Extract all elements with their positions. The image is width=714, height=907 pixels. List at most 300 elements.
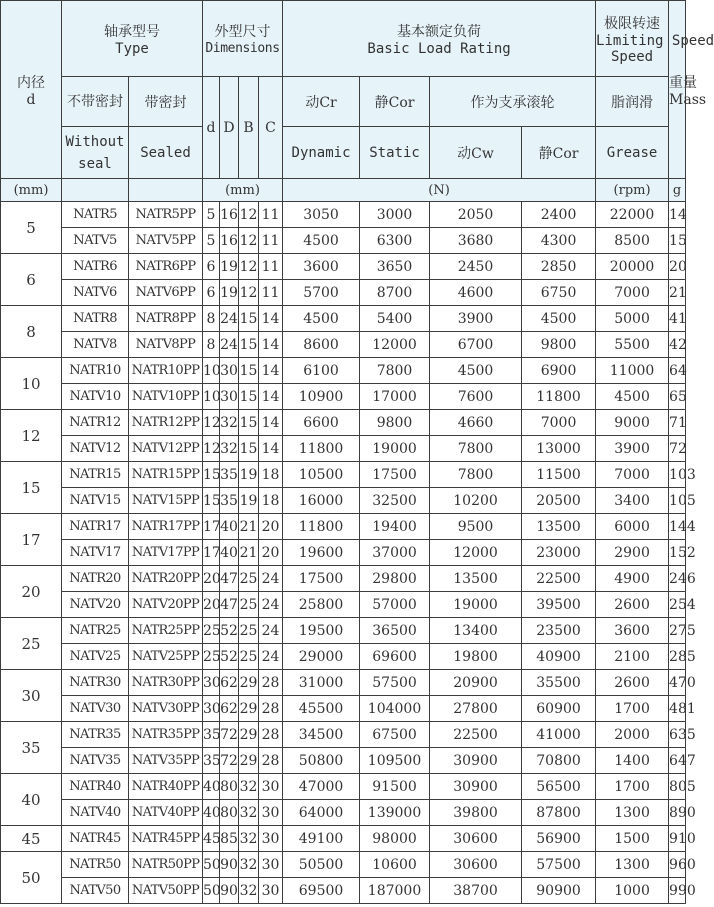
dim-d-cell: 45 (203, 826, 220, 852)
dim-B-cell: 15 (239, 306, 259, 332)
bearing-type-label-en: Type (115, 40, 149, 57)
support-cw-cell: 30900 (430, 748, 522, 774)
inner-diameter-cell: 35 (1, 722, 62, 774)
dim-D-cell: 62 (220, 696, 239, 722)
table-row (1, 826, 686, 852)
dim-C-cell: 11 (259, 228, 283, 254)
dim-d-cell: 6 (203, 280, 220, 306)
static-cor-cell: 7800 (360, 358, 430, 384)
mass-cell: 42 (669, 332, 686, 358)
dim-C-cell: 11 (259, 202, 283, 228)
mass-cell: 21 (669, 280, 686, 306)
dynamic-cr-cell: 8600 (283, 332, 360, 358)
mass-cell: 890 (669, 800, 686, 826)
inner-diameter-cell: 12 (1, 410, 62, 462)
sealed-header: 带密封 (129, 77, 203, 127)
unit-mass: g (669, 179, 686, 202)
dynamic-cr-cell: 49100 (283, 826, 360, 852)
dim-D-cell: 80 (220, 800, 239, 826)
support-cor-cell: 11800 (522, 384, 596, 410)
type-sealed-cell: NATR5PP (129, 202, 203, 228)
type-without-seal-cell: NATV12 (62, 436, 129, 462)
dim-d-cell: 17 (203, 514, 220, 540)
dim-B-cell: 12 (239, 202, 259, 228)
type-sealed-cell: NATV50PP (129, 878, 203, 904)
table-row (1, 748, 686, 774)
type-sealed-cell: NATR8PP (129, 306, 203, 332)
type-without-seal-cell: NATV50 (62, 878, 129, 904)
mass-label-en: Mass (669, 91, 707, 108)
type-sealed-cell: NATV35PP (129, 748, 203, 774)
dim-C-cell: 11 (259, 280, 283, 306)
grease-speed-cell: 6000 (596, 514, 669, 540)
grease-header-en: Grease (596, 127, 669, 179)
table-row (1, 280, 686, 306)
dynamic-cr-cell: 5700 (283, 280, 360, 306)
mass-cell: 65 (669, 384, 686, 410)
dim-B-header: B (239, 77, 259, 179)
dim-D-cell: 32 (220, 410, 239, 436)
support-cw-cell: 6700 (430, 332, 522, 358)
mass-cell: 103 (669, 462, 686, 488)
static-cor-cell: 67500 (360, 722, 430, 748)
limiting-speed-label: 极限转速 (604, 15, 661, 32)
support-cw-cell: 13500 (430, 566, 522, 592)
support-cor-cell: 90900 (522, 878, 596, 904)
grease-speed-cell: 1700 (596, 774, 669, 800)
static-cor-cell: 19000 (360, 436, 430, 462)
dim-d-cell: 50 (203, 878, 220, 904)
type-sealed-cell: NATV6PP (129, 280, 203, 306)
dim-B-cell: 29 (239, 722, 259, 748)
static-cor-cell: 98000 (360, 826, 430, 852)
dim-C-cell: 24 (259, 566, 283, 592)
support-cor-cell: 57500 (522, 852, 596, 878)
support-cw-cell: 39800 (430, 800, 522, 826)
support-cw-cell: 38700 (430, 878, 522, 904)
mass-cell: 470 (669, 670, 686, 696)
load-rating-header (283, 1, 596, 77)
dim-D-cell: 19 (220, 254, 239, 280)
dynamic-cr-cell: 64000 (283, 800, 360, 826)
grease-speed-cell: 8500 (596, 228, 669, 254)
dim-D-cell: 35 (220, 462, 239, 488)
type-without-seal-cell: NATV20 (62, 592, 129, 618)
dim-D-cell: 62 (220, 670, 239, 696)
dim-B-cell: 32 (239, 826, 259, 852)
static-cor-cell: 91500 (360, 774, 430, 800)
type-sealed-cell: NATV8PP (129, 332, 203, 358)
inner-diameter-cell: 25 (1, 618, 62, 670)
type-without-seal-cell: NATR30 (62, 670, 129, 696)
type-sealed-cell: NATV12PP (129, 436, 203, 462)
grease-speed-cell: 3400 (596, 488, 669, 514)
table-row (1, 852, 686, 878)
dynamic-cr-cell: 31000 (283, 670, 360, 696)
dynamic-cr-cell: 50500 (283, 852, 360, 878)
type-without-seal-cell: NATR45 (62, 826, 129, 852)
dynamic-cr-cell: 11800 (283, 436, 360, 462)
support-cor-cell: 6750 (522, 280, 596, 306)
support-cw-cell: 4500 (430, 358, 522, 384)
dim-D-cell: 30 (220, 358, 239, 384)
type-sealed-cell: NATR20PP (129, 566, 203, 592)
support-cor-cell: 60900 (522, 696, 596, 722)
dimensions-label-en: Dimensions (205, 41, 280, 56)
dim-D-cell: 85 (220, 826, 239, 852)
dim-B-cell: 15 (239, 436, 259, 462)
table-row (1, 228, 686, 254)
support-cw-cell: 30600 (430, 826, 522, 852)
type-sealed-cell: NATV25PP (129, 644, 203, 670)
grease-speed-cell: 11000 (596, 358, 669, 384)
dynamic-cr-cell: 45500 (283, 696, 360, 722)
support-cor-cell: 13500 (522, 514, 596, 540)
table-row (1, 722, 686, 748)
mass-cell: 64 (669, 358, 686, 384)
inner-diameter-header (1, 1, 62, 179)
without-seal-header-en: Without seal (62, 127, 129, 179)
dim-D-cell: 35 (220, 488, 239, 514)
mass-cell: 275 (669, 618, 686, 644)
type-sealed-cell: NATV17PP (129, 540, 203, 566)
table-row (1, 670, 686, 696)
grease-speed-cell: 7000 (596, 280, 669, 306)
limiting-speed-label-en-2: Speed (610, 48, 654, 65)
table-row (1, 774, 686, 800)
table-row (1, 696, 686, 722)
dim-D-cell: 72 (220, 748, 239, 774)
dim-D-cell: 40 (220, 514, 239, 540)
grease-speed-cell: 1300 (596, 852, 669, 878)
load-rating-label: 基本额定负荷 (397, 23, 482, 40)
dim-D-cell: 52 (220, 644, 239, 670)
table-row (1, 540, 686, 566)
grease-speed-cell: 3600 (596, 618, 669, 644)
grease-header: 脂润滑 (596, 77, 669, 127)
dim-d-cell: 35 (203, 748, 220, 774)
dim-d-cell: 20 (203, 566, 220, 592)
grease-speed-cell: 9000 (596, 410, 669, 436)
dim-D-header: D (220, 77, 239, 179)
type-sealed-cell: NATR10PP (129, 358, 203, 384)
mass-cell: 960 (669, 852, 686, 878)
dim-B-cell: 15 (239, 384, 259, 410)
type-without-seal-cell: NATR20 (62, 566, 129, 592)
mass-cell: 41 (669, 306, 686, 332)
support-cw-cell: 4660 (430, 410, 522, 436)
support-cor-cell: 23500 (522, 618, 596, 644)
dynamic-cr-cell: 16000 (283, 488, 360, 514)
dim-C-cell: 14 (259, 436, 283, 462)
unit-blank-1 (62, 179, 129, 202)
dim-C-cell: 11 (259, 254, 283, 280)
static-cor-cell: 9800 (360, 410, 430, 436)
type-without-seal-cell: NATR5 (62, 202, 129, 228)
dynamic-cr-cell: 19500 (283, 618, 360, 644)
unit-blank-2 (129, 179, 203, 202)
bearing-type-header (62, 1, 203, 77)
table-row (1, 358, 686, 384)
type-sealed-cell: NATR45PP (129, 826, 203, 852)
dim-B-cell: 25 (239, 566, 259, 592)
support-cor-cell: 39500 (522, 592, 596, 618)
grease-speed-cell: 2600 (596, 592, 669, 618)
dynamic-cr-cell: 4500 (283, 228, 360, 254)
dynamic-cr-cell: 25800 (283, 592, 360, 618)
mass-cell: 105 (669, 488, 686, 514)
type-without-seal-cell: NATR25 (62, 618, 129, 644)
dim-d-cell: 10 (203, 384, 220, 410)
type-without-seal-cell: NATV17 (62, 540, 129, 566)
dim-d-cell: 25 (203, 644, 220, 670)
support-cw-cell: 27800 (430, 696, 522, 722)
dim-B-cell: 19 (239, 462, 259, 488)
static-cor-cell: 10600 (360, 852, 430, 878)
type-without-seal-cell: NATV30 (62, 696, 129, 722)
dim-B-cell: 32 (239, 852, 259, 878)
dim-C-cell: 18 (259, 462, 283, 488)
type-sealed-cell: NATR50PP (129, 852, 203, 878)
dim-B-cell: 25 (239, 618, 259, 644)
static-cor-cell: 17500 (360, 462, 430, 488)
dim-d-cell: 25 (203, 618, 220, 644)
type-without-seal-cell: NATV10 (62, 384, 129, 410)
type-without-seal-cell: NATV35 (62, 748, 129, 774)
type-without-seal-cell: NATR40 (62, 774, 129, 800)
static-cor-cell: 104000 (360, 696, 430, 722)
type-sealed-cell: NATV15PP (129, 488, 203, 514)
dimensions-header (203, 1, 283, 77)
type-without-seal-cell: NATR17 (62, 514, 129, 540)
mass-cell: 647 (669, 748, 686, 774)
dim-C-cell: 14 (259, 332, 283, 358)
dynamic-cr-cell: 3050 (283, 202, 360, 228)
dim-C-cell: 14 (259, 384, 283, 410)
dim-d-cell: 5 (203, 228, 220, 254)
support-cor-cell: 87800 (522, 800, 596, 826)
type-without-seal-cell: NATV8 (62, 332, 129, 358)
grease-speed-cell: 2600 (596, 670, 669, 696)
unit-speed: (rpm) (596, 179, 669, 202)
support-cw-cell: 13400 (430, 618, 522, 644)
unit-dimensions: (mm) (203, 179, 283, 202)
mass-cell: 635 (669, 722, 686, 748)
static-cor-cell: 37000 (360, 540, 430, 566)
type-without-seal-cell: NATV40 (62, 800, 129, 826)
mass-cell: 246 (669, 566, 686, 592)
support-cor-cell: 20500 (522, 488, 596, 514)
grease-speed-cell: 5500 (596, 332, 669, 358)
type-sealed-cell: NATV20PP (129, 592, 203, 618)
type-sealed-cell: NATV30PP (129, 696, 203, 722)
dim-d-cell: 20 (203, 592, 220, 618)
table-row (1, 462, 686, 488)
dynamic-cr-cell: 47000 (283, 774, 360, 800)
dim-d-cell: 40 (203, 774, 220, 800)
dim-B-cell: 12 (239, 280, 259, 306)
dynamic-cr-cell: 29000 (283, 644, 360, 670)
mass-header (669, 1, 707, 179)
static-cor-cell: 32500 (360, 488, 430, 514)
type-sealed-cell: NATR35PP (129, 722, 203, 748)
bearing-type-label: 轴承型号 (104, 23, 160, 40)
type-sealed-cell: NATR17PP (129, 514, 203, 540)
dim-C-header: C (259, 77, 283, 179)
inner-diameter-cell: 6 (1, 254, 62, 306)
dim-C-cell: 28 (259, 722, 283, 748)
grease-speed-cell: 7000 (596, 462, 669, 488)
dim-D-cell: 24 (220, 306, 239, 332)
grease-speed-cell: 2900 (596, 540, 669, 566)
dim-B-cell: 29 (239, 748, 259, 774)
table-row (1, 254, 686, 280)
dim-d-cell: 12 (203, 436, 220, 462)
static-cor-cell: 5400 (360, 306, 430, 332)
table-row (1, 592, 686, 618)
type-sealed-cell: NATR15PP (129, 462, 203, 488)
type-sealed-cell: NATV40PP (129, 800, 203, 826)
support-cw-cell: 7800 (430, 462, 522, 488)
support-cw-cell: 19800 (430, 644, 522, 670)
limiting-speed-header (596, 1, 714, 77)
support-cw-cell: 10200 (430, 488, 522, 514)
dim-d-header: d (203, 77, 220, 179)
dim-B-cell: 25 (239, 644, 259, 670)
without-seal-header: 不带密封 (62, 77, 129, 127)
dynamic-cr-cell: 34500 (283, 722, 360, 748)
mass-cell: 72 (669, 436, 686, 462)
static-cor-cell: 3000 (360, 202, 430, 228)
grease-speed-cell: 2100 (596, 644, 669, 670)
inner-diameter-cell: 10 (1, 358, 62, 410)
mass-cell: 910 (669, 826, 686, 852)
dynamic-cr-cell: 6100 (283, 358, 360, 384)
dim-C-cell: 20 (259, 540, 283, 566)
support-cor-cell: 41000 (522, 722, 596, 748)
support-cor-header: 静Cor (522, 127, 596, 179)
dimensions-label: 外型尺寸 (214, 24, 271, 40)
grease-speed-cell: 1300 (596, 800, 669, 826)
dim-d-cell: 12 (203, 410, 220, 436)
dim-C-cell: 24 (259, 618, 283, 644)
type-without-seal-cell: NATV15 (62, 488, 129, 514)
dim-D-cell: 52 (220, 618, 239, 644)
dim-C-cell: 18 (259, 488, 283, 514)
mass-cell: 285 (669, 644, 686, 670)
dim-B-cell: 32 (239, 878, 259, 904)
dim-d-cell: 17 (203, 540, 220, 566)
dynamic-cr-cell: 11800 (283, 514, 360, 540)
dynamic-cr-cell: 17500 (283, 566, 360, 592)
dim-B-cell: 19 (239, 488, 259, 514)
dim-D-cell: 24 (220, 332, 239, 358)
inner-diameter-cell: 8 (1, 306, 62, 358)
dynamic-cr-header: 动Cr (283, 77, 360, 127)
support-cor-cell: 6900 (522, 358, 596, 384)
dim-B-cell: 25 (239, 592, 259, 618)
inner-diameter-cell: 30 (1, 670, 62, 722)
support-cor-cell: 11500 (522, 462, 596, 488)
support-cw-cell: 22500 (430, 722, 522, 748)
limiting-speed-label-en: Limiting Speed (596, 32, 714, 49)
dim-C-cell: 24 (259, 644, 283, 670)
dim-C-cell: 30 (259, 852, 283, 878)
dim-B-cell: 29 (239, 696, 259, 722)
dim-D-cell: 47 (220, 592, 239, 618)
dim-C-cell: 20 (259, 514, 283, 540)
dim-d-cell: 8 (203, 332, 220, 358)
dim-d-cell: 40 (203, 800, 220, 826)
type-without-seal-cell: NATV6 (62, 280, 129, 306)
grease-speed-cell: 22000 (596, 202, 669, 228)
support-cw-cell: 3680 (430, 228, 522, 254)
dim-D-cell: 32 (220, 436, 239, 462)
support-cor-cell: 4300 (522, 228, 596, 254)
dim-D-cell: 40 (220, 540, 239, 566)
dim-C-cell: 28 (259, 670, 283, 696)
dynamic-cr-cell: 50800 (283, 748, 360, 774)
dim-D-cell: 16 (220, 202, 239, 228)
support-cw-cell: 19000 (430, 592, 522, 618)
mass-cell: 14 (669, 202, 686, 228)
inner-diameter-cell: 20 (1, 566, 62, 618)
table-body (1, 202, 696, 904)
support-cw-cell: 7600 (430, 384, 522, 410)
support-cw-cell: 3900 (430, 306, 522, 332)
static-cor-cell: 8700 (360, 280, 430, 306)
dim-C-cell: 14 (259, 306, 283, 332)
dim-d-cell: 50 (203, 852, 220, 878)
support-cw-cell: 12000 (430, 540, 522, 566)
support-cor-cell: 56500 (522, 774, 596, 800)
grease-speed-cell: 3900 (596, 436, 669, 462)
mass-cell: 15 (669, 228, 686, 254)
dim-D-cell: 47 (220, 566, 239, 592)
dim-B-cell: 15 (239, 410, 259, 436)
static-cor-cell: 29800 (360, 566, 430, 592)
table-row (1, 878, 686, 904)
dim-B-cell: 15 (239, 358, 259, 384)
mass-cell: 254 (669, 592, 686, 618)
mass-cell: 990 (669, 878, 686, 904)
type-sealed-cell: NATV5PP (129, 228, 203, 254)
support-cor-cell: 70800 (522, 748, 596, 774)
table-row (1, 384, 686, 410)
inner-diameter-symbol: d (26, 91, 36, 108)
dim-d-cell: 30 (203, 670, 220, 696)
dim-B-cell: 29 (239, 670, 259, 696)
support-cor-cell: 56900 (522, 826, 596, 852)
dim-B-cell: 32 (239, 774, 259, 800)
static-cor-header-en: Static (360, 127, 430, 179)
static-cor-cell: 12000 (360, 332, 430, 358)
support-cor-cell: 40900 (522, 644, 596, 670)
load-rating-label-en: Basic Load Rating (367, 40, 511, 57)
support-cor-cell: 4500 (522, 306, 596, 332)
support-cor-cell: 23000 (522, 540, 596, 566)
static-cor-cell: 57000 (360, 592, 430, 618)
support-cw-cell: 30900 (430, 774, 522, 800)
dynamic-cr-cell: 3600 (283, 254, 360, 280)
table-row (1, 566, 686, 592)
dim-C-cell: 30 (259, 800, 283, 826)
grease-speed-cell: 1000 (596, 878, 669, 904)
grease-speed-cell: 4900 (596, 566, 669, 592)
static-cor-cell: 57500 (360, 670, 430, 696)
type-without-seal-cell: NATR6 (62, 254, 129, 280)
inner-diameter-cell: 17 (1, 514, 62, 566)
